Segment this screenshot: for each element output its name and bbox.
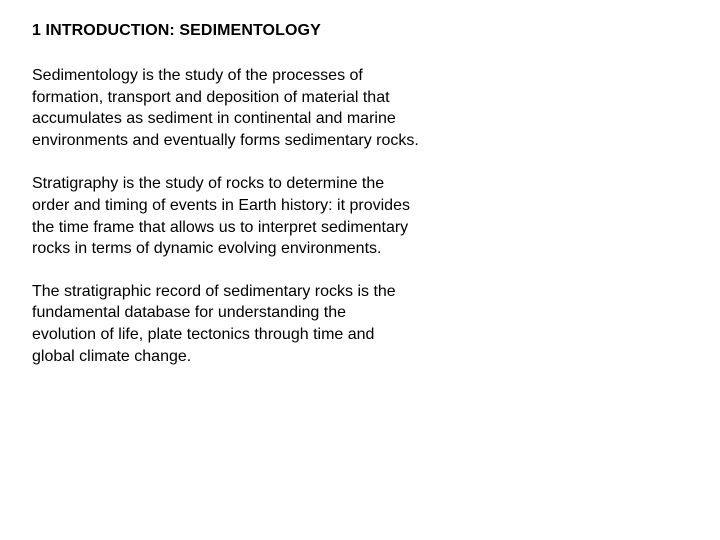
slide-content	[32, 20, 492, 367]
page-title: 1 INTRODUCTION: SEDIMENTOLOGY	[32, 22, 321, 39]
paragraph-sedimentology: Sedimentology is the study of the processes of formation, transport and deposition of material that accumulates as sediment in continental and marine environments and eventually forms sedimentary rocks.	[32, 67, 419, 149]
paragraph-stratigraphic-record: The stratigraphic record of sedimentary rocks is the fundamental database for understanding the evolution of life, plate tectonics through time and global climate change.	[32, 282, 396, 365]
paragraph-stratigraphy: Stratigraphy is the study of rocks to determine the order and timing of events in Earth history: it provides the time frame that allows us to interpret sedimentary rocks in terms of dynamic evolving environments.	[32, 175, 410, 258]
